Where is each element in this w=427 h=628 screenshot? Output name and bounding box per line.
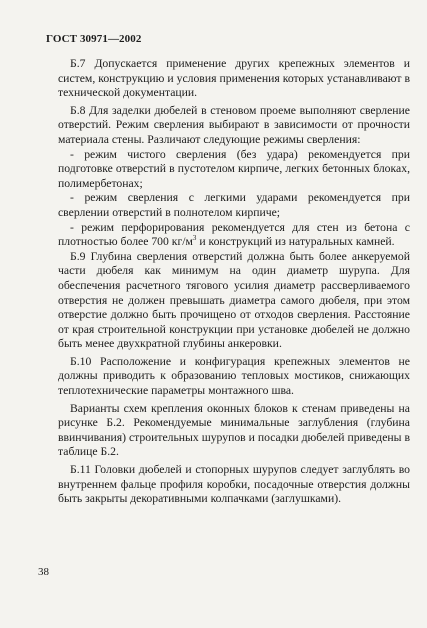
cubic-superscript: 3 [192,234,197,243]
page-number: 38 [38,566,49,578]
perforation-text-start: - режим перфорирования рекомендуется для стен из бетона с плотностью более 700 кг/м [58,220,410,249]
standard-header: ГОСТ 30971—2002 [46,33,142,45]
paragraph-b7: Б.7 Допускается применение других крепежных элементов и систем, конструкцию и условия применения которых устанавливают в технической документации. [58,57,410,100]
paragraph-b10: Б.10 Расположение и конфигурация крепежных элементов не должны приводить к образованию тепловых мостиков, снижающих теплотехнические параметры монтажного шва. [58,354,410,398]
body-text [58,57,410,507]
drilling-mode-light-impact: - режим сверления с легкими ударами рекомендуется при сверлении отверстий в полнотелом кирпиче; [58,191,410,219]
paragraph-b9: Б.9 Глубина сверления отверстий должна быть более анкеруемой части дюбеля как минимум на один диаметр шурупа. Для обеспечения расчетного тягового усилия диаметр рассверливаемого отверстия не должен превышать диаметра самого дюбеля, при этом отверстие должно быть прочищено от отходов сверления. Расстояние от края строительной конструкции при установке дюбелей не должно быть менее двухкратной глубины анкеровки. [58,249,410,351]
drilling-mode-perforation [58,221,410,250]
paragraph-b8: Б.8 Для заделки дюбелей в стеновом проеме выполняют сверление отверстий. Режим сверления выбирают в зависимости от прочности материала стены. Различают следующие режимы сверления: [58,103,410,146]
perforation-text-end: и конструкций из натуральных камней. [196,235,395,249]
paragraph-fastening-variants: Варианты схем крепления оконных блоков к стенам приведены на рисунке Б.2. Рекомендуемые минимальные заглубления (глубина ввинчивания) строительных шурупов и посадки дюбелей приведены в таблице Б.2. [58,401,410,459]
paragraph-b11: Б.11 Головки дюбелей и стопорных шурупов следует заглублять во внутреннем фальце профиля коробки, посадочные отверстия должны быть закрыты декоративными колпачками (заглушками). [58,463,410,506]
drilling-mode-clean: - режим чистого сверления (без удара) рекомендуется при подготовке отверстий в пустотелом кирпиче, легких бетонных блоках, полимербетонах; [58,147,410,190]
